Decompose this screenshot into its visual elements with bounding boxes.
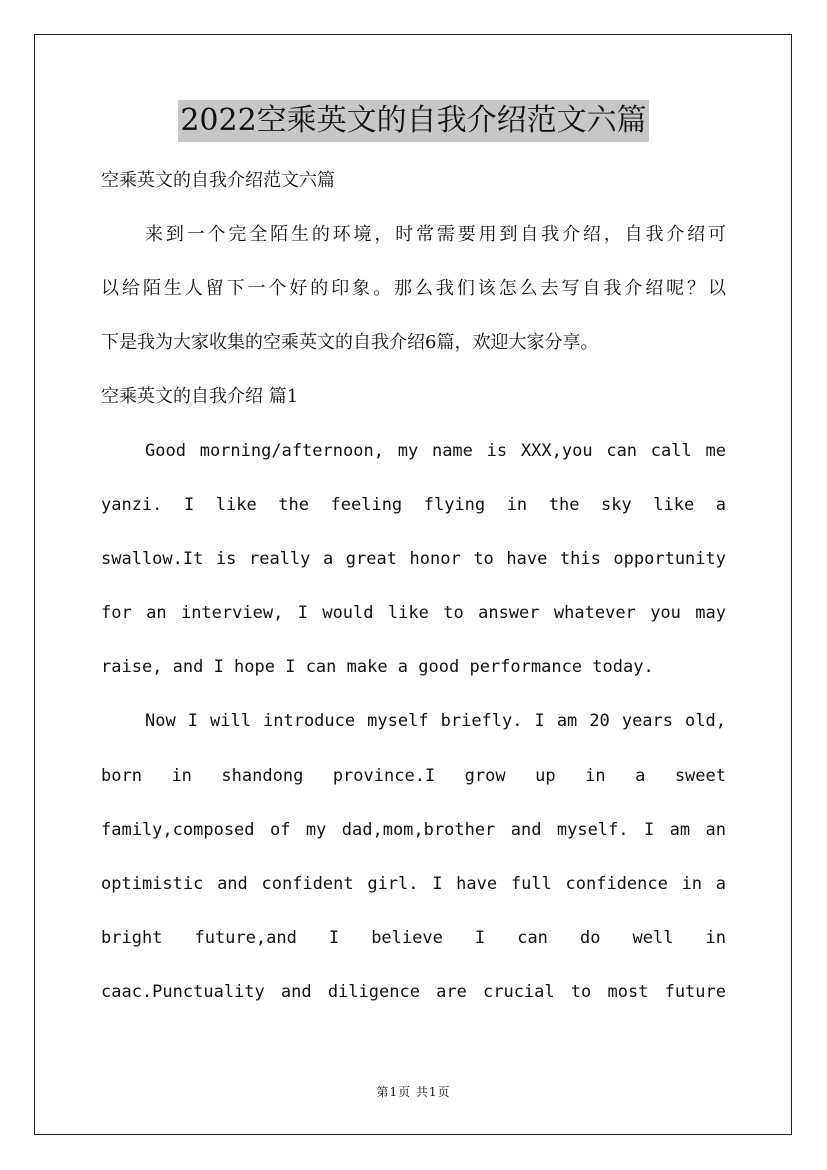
intro-line: 来到一个完全陌生的环境，时常需要用到自我介绍，自我介绍可 [145, 224, 726, 245]
title-wrap [0, 100, 827, 142]
intro-line: 以给陌生人留下一个好的印象。那么我们该怎么去写自我介绍呢？以 [101, 278, 726, 299]
section-heading: 空乘英文的自我介绍 篇1 [101, 386, 299, 407]
paragraph1-line: raise, and I hope I can make a good performance today. [101, 657, 654, 677]
paragraph1-line: for an interview, I would like to answer whatever you may [101, 603, 726, 623]
paragraph1-line: Good morning/afternoon, my name is XXX,you can call me [145, 441, 726, 461]
document-title: 2022空乘英文的自我介绍范文六篇 [178, 100, 648, 142]
paragraph2-line: Now I will introduce myself briefly. I am 20 years old, [145, 711, 726, 731]
page-border [34, 34, 792, 1135]
intro-line: 下是我为大家收集的空乘英文的自我介绍6篇，欢迎大家分享。 [101, 332, 599, 353]
page-footer: 第1页 共1页 [376, 1085, 451, 1099]
paragraph1-line: swallow.It is really a great honor to have this opportunity [101, 549, 726, 569]
paragraph2-line: bright future,and I believe I can do well in [101, 928, 726, 948]
paragraph2-line: caac.Punctuality and diligence are crucial to most future [101, 982, 726, 1002]
paragraph2-line: born in shandong province.I grow up in a sweet [101, 766, 726, 786]
paragraph2-line: optimistic and confident girl. I have full confidence in a [101, 874, 726, 894]
subtitle: 空乘英文的自我介绍范文六篇 [101, 170, 335, 191]
paragraph1-line: yanzi. I like the feeling flying in the sky like a [101, 495, 726, 515]
paragraph2-line: family,composed of my dad,mom,brother and myself. I am an [101, 820, 726, 840]
